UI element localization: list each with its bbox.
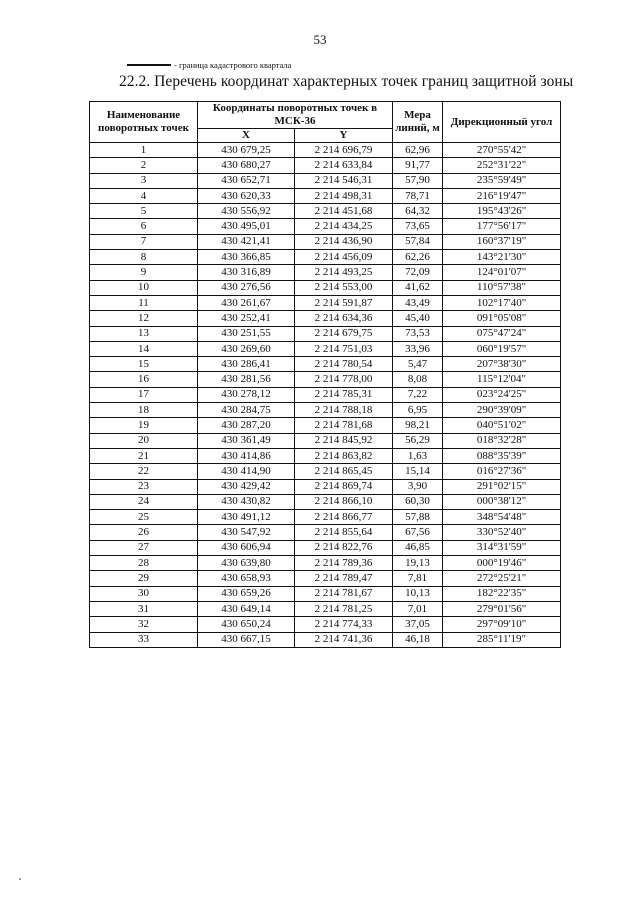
direction-angle-cell: 279°01'56" <box>443 601 561 616</box>
header-x: X <box>198 129 295 143</box>
table-row <box>90 357 561 372</box>
x-coordinate-cell: 430 421,41 <box>198 234 295 249</box>
table-row <box>90 601 561 616</box>
cadastral-boundary-line-icon <box>127 64 171 66</box>
x-coordinate-cell: 430 650,24 <box>198 617 295 632</box>
x-coordinate-cell: 430 361,49 <box>198 433 295 448</box>
point-number-cell: 15 <box>90 357 198 372</box>
direction-angle-cell: 252°31'22" <box>443 158 561 173</box>
point-number-cell: 10 <box>90 280 198 295</box>
legend <box>127 60 291 70</box>
section-title: 22.2. Перечень координат характерных точек границ защитной зоны <box>119 73 574 90</box>
point-number-cell: 24 <box>90 494 198 509</box>
point-number-cell: 22 <box>90 464 198 479</box>
y-coordinate-cell: 2 214 434,25 <box>295 219 393 234</box>
point-number-cell: 8 <box>90 250 198 265</box>
line-measure-cell: 57,84 <box>393 234 443 249</box>
direction-angle-cell: 075°47'24" <box>443 326 561 341</box>
line-measure-cell: 62,96 <box>393 143 443 158</box>
point-number-cell: 14 <box>90 341 198 356</box>
x-coordinate-cell: 430 658,93 <box>198 571 295 586</box>
line-measure-cell: 64,32 <box>393 204 443 219</box>
direction-angle-cell: 348°54'48" <box>443 510 561 525</box>
direction-angle-cell: 088°35'39" <box>443 448 561 463</box>
point-number-cell: 6 <box>90 219 198 234</box>
x-coordinate-cell: 430 679,25 <box>198 143 295 158</box>
table-row <box>90 311 561 326</box>
table-row <box>90 632 561 647</box>
y-coordinate-cell: 2 214 456,09 <box>295 250 393 265</box>
table-row <box>90 556 561 571</box>
point-number-cell: 3 <box>90 173 198 188</box>
point-number-cell: 16 <box>90 372 198 387</box>
table-row <box>90 540 561 555</box>
point-number-cell: 4 <box>90 188 198 203</box>
direction-angle-cell: 195°43'26" <box>443 204 561 219</box>
page-number: 53 <box>313 32 327 47</box>
table-row <box>90 372 561 387</box>
line-measure-cell: 3,90 <box>393 479 443 494</box>
line-measure-cell: 45,40 <box>393 311 443 326</box>
y-coordinate-cell: 2 214 696,79 <box>295 143 393 158</box>
table-row <box>90 204 561 219</box>
table-row <box>90 525 561 540</box>
table-row <box>90 280 561 295</box>
line-measure-cell: 7,01 <box>393 601 443 616</box>
table-row <box>90 418 561 433</box>
point-number-cell: 31 <box>90 601 198 616</box>
y-coordinate-cell: 2 214 591,87 <box>295 295 393 310</box>
table-row <box>90 494 561 509</box>
line-measure-cell: 56,29 <box>393 433 443 448</box>
y-coordinate-cell: 2 214 781,68 <box>295 418 393 433</box>
x-coordinate-cell: 430 316,89 <box>198 265 295 280</box>
table-row <box>90 510 561 525</box>
direction-angle-cell: 182°22'35" <box>443 586 561 601</box>
direction-angle-cell: 102°17'40" <box>443 295 561 310</box>
line-measure-cell: 73,65 <box>393 219 443 234</box>
x-coordinate-cell: 430 652,71 <box>198 173 295 188</box>
header-measure: Мера линий, м <box>393 102 443 143</box>
table-row <box>90 326 561 341</box>
line-measure-cell: 43,49 <box>393 295 443 310</box>
y-coordinate-cell: 2 214 553,00 <box>295 280 393 295</box>
x-coordinate-cell: 430 281,56 <box>198 372 295 387</box>
direction-angle-cell: 023°24'25" <box>443 387 561 402</box>
y-coordinate-cell: 2 214 788,18 <box>295 403 393 418</box>
point-number-cell: 21 <box>90 448 198 463</box>
direction-angle-cell: 297°09'10" <box>443 617 561 632</box>
direction-angle-cell: 235°59'49" <box>443 173 561 188</box>
direction-angle-cell: 160°37'19" <box>443 234 561 249</box>
x-coordinate-cell: 430 430,82 <box>198 494 295 509</box>
y-coordinate-cell: 2 214 774,33 <box>295 617 393 632</box>
direction-angle-cell: 272°25'21" <box>443 571 561 586</box>
x-coordinate-cell: 430 491,12 <box>198 510 295 525</box>
point-number-cell: 12 <box>90 311 198 326</box>
point-number-cell: 20 <box>90 433 198 448</box>
y-coordinate-cell: 2 214 785,31 <box>295 387 393 402</box>
y-coordinate-cell: 2 214 633,84 <box>295 158 393 173</box>
line-measure-cell: 5,47 <box>393 357 443 372</box>
point-number-cell: 32 <box>90 617 198 632</box>
header-direction-angle: Дирекционный угол <box>443 102 561 143</box>
x-coordinate-cell: 430 639,80 <box>198 556 295 571</box>
scan-artifact <box>19 878 21 880</box>
direction-angle-cell: 124°01'07" <box>443 265 561 280</box>
x-coordinate-cell: 430 278,12 <box>198 387 295 402</box>
point-number-cell: 29 <box>90 571 198 586</box>
x-coordinate-cell: 430 276,56 <box>198 280 295 295</box>
x-coordinate-cell: 430 414,90 <box>198 464 295 479</box>
point-number-cell: 2 <box>90 158 198 173</box>
direction-angle-cell: 060°19'57" <box>443 341 561 356</box>
header-point-name: Наименование поворотных точек <box>90 102 198 143</box>
line-measure-cell: 73,53 <box>393 326 443 341</box>
y-coordinate-cell: 2 214 822,76 <box>295 540 393 555</box>
y-coordinate-cell: 2 214 789,36 <box>295 556 393 571</box>
table-row <box>90 433 561 448</box>
direction-angle-cell: 016°27'36" <box>443 464 561 479</box>
table-row <box>90 158 561 173</box>
x-coordinate-cell: 430 366,85 <box>198 250 295 265</box>
table-row <box>90 403 561 418</box>
line-measure-cell: 8,08 <box>393 372 443 387</box>
x-coordinate-cell: 430 495,01 <box>198 219 295 234</box>
point-number-cell: 28 <box>90 556 198 571</box>
x-coordinate-cell: 430 287,20 <box>198 418 295 433</box>
line-measure-cell: 57,88 <box>393 510 443 525</box>
x-coordinate-cell: 430 284,75 <box>198 403 295 418</box>
table-body <box>90 143 561 648</box>
table-row <box>90 617 561 632</box>
line-measure-cell: 62,26 <box>393 250 443 265</box>
x-coordinate-cell: 430 620,33 <box>198 188 295 203</box>
point-number-cell: 27 <box>90 540 198 555</box>
table-row <box>90 341 561 356</box>
point-number-cell: 30 <box>90 586 198 601</box>
line-measure-cell: 10,13 <box>393 586 443 601</box>
x-coordinate-cell: 430 649,14 <box>198 601 295 616</box>
direction-angle-cell: 270°55'42" <box>443 143 561 158</box>
direction-angle-cell: 285°11'19" <box>443 632 561 647</box>
table-row <box>90 219 561 234</box>
table-row <box>90 295 561 310</box>
y-coordinate-cell: 2 214 436,90 <box>295 234 393 249</box>
y-coordinate-cell: 2 214 741,36 <box>295 632 393 647</box>
table-row <box>90 173 561 188</box>
direction-angle-cell: 018°32'28" <box>443 433 561 448</box>
y-coordinate-cell: 2 214 778,00 <box>295 372 393 387</box>
x-coordinate-cell: 430 680,27 <box>198 158 295 173</box>
line-measure-cell: 7,81 <box>393 571 443 586</box>
point-number-cell: 23 <box>90 479 198 494</box>
y-coordinate-cell: 2 214 546,31 <box>295 173 393 188</box>
point-number-cell: 25 <box>90 510 198 525</box>
line-measure-cell: 6,95 <box>393 403 443 418</box>
x-coordinate-cell: 430 606,94 <box>198 540 295 555</box>
x-coordinate-cell: 430 251,55 <box>198 326 295 341</box>
y-coordinate-cell: 2 214 866,77 <box>295 510 393 525</box>
direction-angle-cell: 143°21'30" <box>443 250 561 265</box>
x-coordinate-cell: 430 556,92 <box>198 204 295 219</box>
line-measure-cell: 57,90 <box>393 173 443 188</box>
y-coordinate-cell: 2 214 751,03 <box>295 341 393 356</box>
y-coordinate-cell: 2 214 781,67 <box>295 586 393 601</box>
point-number-cell: 18 <box>90 403 198 418</box>
x-coordinate-cell: 430 547,92 <box>198 525 295 540</box>
x-coordinate-cell: 430 429,42 <box>198 479 295 494</box>
line-measure-cell: 72,09 <box>393 265 443 280</box>
table-row <box>90 143 561 158</box>
table-row <box>90 464 561 479</box>
direction-angle-cell: 207°38'30" <box>443 357 561 372</box>
line-measure-cell: 91,77 <box>393 158 443 173</box>
table-row <box>90 571 561 586</box>
point-number-cell: 11 <box>90 295 198 310</box>
coordinates-table <box>89 101 561 648</box>
y-coordinate-cell: 2 214 634,36 <box>295 311 393 326</box>
line-measure-cell: 60,30 <box>393 494 443 509</box>
x-coordinate-cell: 430 261,67 <box>198 295 295 310</box>
point-number-cell: 26 <box>90 525 198 540</box>
line-measure-cell: 67,56 <box>393 525 443 540</box>
point-number-cell: 7 <box>90 234 198 249</box>
y-coordinate-cell: 2 214 498,31 <box>295 188 393 203</box>
table-row <box>90 234 561 249</box>
point-number-cell: 33 <box>90 632 198 647</box>
y-coordinate-cell: 2 214 863,82 <box>295 448 393 463</box>
point-number-cell: 19 <box>90 418 198 433</box>
direction-angle-cell: 110°57'38" <box>443 280 561 295</box>
table-row <box>90 250 561 265</box>
line-measure-cell: 15,14 <box>393 464 443 479</box>
table-row <box>90 188 561 203</box>
y-coordinate-cell: 2 214 845,92 <box>295 433 393 448</box>
direction-angle-cell: 216°19'47" <box>443 188 561 203</box>
point-number-cell: 9 <box>90 265 198 280</box>
direction-angle-cell: 290°39'09" <box>443 403 561 418</box>
y-coordinate-cell: 2 214 780,54 <box>295 357 393 372</box>
direction-angle-cell: 314°31'59" <box>443 540 561 555</box>
line-measure-cell: 33,96 <box>393 341 443 356</box>
table-row <box>90 586 561 601</box>
table-row <box>90 448 561 463</box>
x-coordinate-cell: 430 659,26 <box>198 586 295 601</box>
header-y: Y <box>295 129 393 143</box>
direction-angle-cell: 177°56'17" <box>443 219 561 234</box>
x-coordinate-cell: 430 667,15 <box>198 632 295 647</box>
line-measure-cell: 78,71 <box>393 188 443 203</box>
table-row <box>90 479 561 494</box>
x-coordinate-cell: 430 414,86 <box>198 448 295 463</box>
direction-angle-cell: 040°51'02" <box>443 418 561 433</box>
y-coordinate-cell: 2 214 869,74 <box>295 479 393 494</box>
table-row <box>90 265 561 280</box>
direction-angle-cell: 330°52'40" <box>443 525 561 540</box>
direction-angle-cell: 291°02'15" <box>443 479 561 494</box>
point-number-cell: 13 <box>90 326 198 341</box>
x-coordinate-cell: 430 286,41 <box>198 357 295 372</box>
line-measure-cell: 98,21 <box>393 418 443 433</box>
line-measure-cell: 46,18 <box>393 632 443 647</box>
x-coordinate-cell: 430 269,60 <box>198 341 295 356</box>
y-coordinate-cell: 2 214 866,10 <box>295 494 393 509</box>
direction-angle-cell: 000°38'12" <box>443 494 561 509</box>
y-coordinate-cell: 2 214 451,68 <box>295 204 393 219</box>
y-coordinate-cell: 2 214 781,25 <box>295 601 393 616</box>
y-coordinate-cell: 2 214 493,25 <box>295 265 393 280</box>
point-number-cell: 5 <box>90 204 198 219</box>
direction-angle-cell: 115°12'04" <box>443 372 561 387</box>
line-measure-cell: 37,05 <box>393 617 443 632</box>
line-measure-cell: 41,62 <box>393 280 443 295</box>
y-coordinate-cell: 2 214 789,47 <box>295 571 393 586</box>
point-number-cell: 17 <box>90 387 198 402</box>
y-coordinate-cell: 2 214 865,45 <box>295 464 393 479</box>
legend-text: - граница кадастрового квартала <box>174 60 292 70</box>
table-row <box>90 387 561 402</box>
line-measure-cell: 7,22 <box>393 387 443 402</box>
line-measure-cell: 1,63 <box>393 448 443 463</box>
y-coordinate-cell: 2 214 855,64 <box>295 525 393 540</box>
point-number-cell: 1 <box>90 143 198 158</box>
line-measure-cell: 46,85 <box>393 540 443 555</box>
direction-angle-cell: 000°19'46" <box>443 556 561 571</box>
line-measure-cell: 19,13 <box>393 556 443 571</box>
y-coordinate-cell: 2 214 679,75 <box>295 326 393 341</box>
direction-angle-cell: 091°05'08" <box>443 311 561 326</box>
x-coordinate-cell: 430 252,41 <box>198 311 295 326</box>
header-coordinates: Координаты поворотных точек в МСК-36 <box>198 102 393 129</box>
